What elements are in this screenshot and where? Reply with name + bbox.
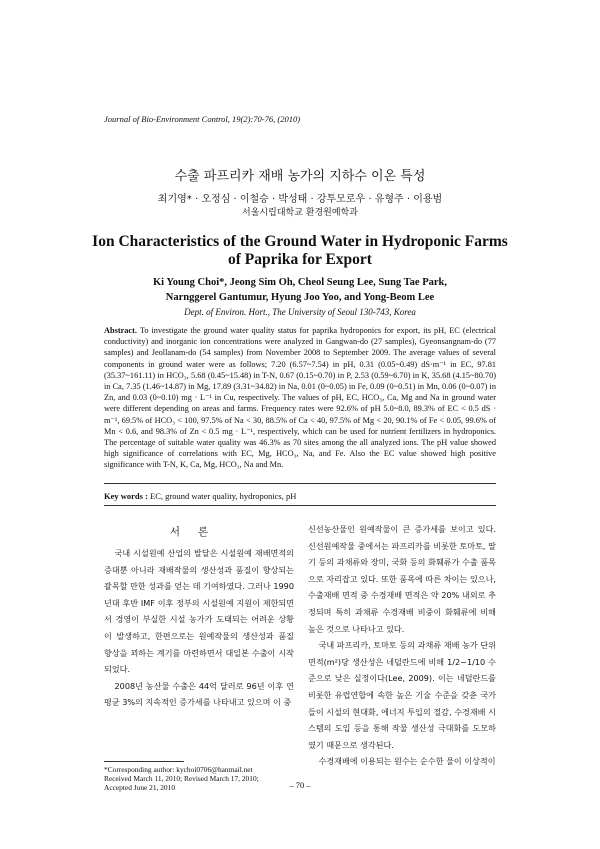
body-paragraph: 국내 시설원예 산업의 발달은 시설원예 재배면적의 증대뿐 아니라 재배작물의 생산성과 품질이 향상되는 괄목할 만한 성과를 얻는 데 기여하였다. 그러나 1990년대 후반 IMF 이후 정부의 시설원예 지원이 제한되면서 경영이 부실한 시설 농가가 도태되는 어려운 상황이 발생하고, 한편으로는 원예작물의 생산성과 품질 향상을 꾀하는 계기를 마련하면서 대일본 수출이 시작되었다. xyxy=(104,548,294,675)
english-title-line-1: Ion Characteristics of the Ground Water in Hydroponic Farms xyxy=(92,233,508,250)
abstract-label: Abstract. xyxy=(104,326,137,335)
body-column-left xyxy=(104,545,294,711)
korean-affiliation: 서울시립대학교 환경원예학과 xyxy=(242,208,358,218)
english-title xyxy=(0,233,600,269)
body-paragraph: 수경재배에 이용되는 원수는 순수한 물이 이상적이 xyxy=(318,756,496,767)
section-title-introduction: 서론 xyxy=(169,526,227,538)
keywords-rule-bottom xyxy=(104,505,496,506)
english-authors-line-2: Narnggerel Gantumur, Hyung Joo Yoo, and Yong-Beom Lee xyxy=(165,292,435,303)
journal-citation: Journal of Bio-Environment Control, 19(2):70-76, (2010) xyxy=(104,114,301,124)
english-title-line-2: of Paprika for Export xyxy=(228,251,372,268)
abstract xyxy=(104,325,496,471)
english-affiliation: Dept. of Environ. Hort., The University of Seoul 130-743, Korea xyxy=(184,307,416,317)
keywords-rule-top xyxy=(104,483,496,484)
korean-authors: 최기영* · 오정심 · 이철승 · 박성태 · 강투모로우 · 유형주 · 이용범 xyxy=(157,194,443,205)
body-column-right xyxy=(308,521,496,770)
body-paragraph: 신선농산물인 원예작물이 큰 증가세를 보이고 있다. 신선원예작물 중에서는 파프리카를 비롯한 토마토, 딸기 등의 과채류와 장미, 국화 등의 화훼류가 수출 품목으로 자리잡고 있다. 또한 품목에 따른 차이는 있으나, 수출재배 면적 중 수경재배 면적은 약 20% 내외로 추정되며 특히 과채류 수경재배 비중이 화훼류에 비해 높은 것으로 나타나고 있다. xyxy=(308,524,496,634)
english-authors xyxy=(0,275,600,305)
accepted-date: Accepted June 21, 2010 xyxy=(104,783,176,793)
keywords xyxy=(104,491,296,501)
page-number: – 70 – xyxy=(289,780,311,790)
footnote-rule xyxy=(104,761,184,762)
received-dates: Received March 11, 2010; Revised March 17, 2010; xyxy=(104,774,259,784)
english-authors-line-1: Ki Young Choi*, Jeong Sim Oh, Cheol Seung Lee, Sung Tae Park, xyxy=(153,277,447,288)
body-paragraph: 국내 파프리카, 토마토 등의 과채류 재배 농가 단위면적(m²)당 생산성은 네덜란드에 비해 1/2~1/10 수준으로 낮은 실정이다(Lee, 2009). 이는 네덜란드를 비롯한 유럽연합에 속한 높은 기술 수준을 갖춘 국가들이 시설의 현대화, 에너지 투입의 절감, 수경재배 시스템의 도입 등을 통해 작물 생산성 극대화를 도모하였기 때문으로 생각된다. xyxy=(308,640,496,750)
keywords-text: EC, ground water quality, hydroponics, pH xyxy=(150,491,297,501)
keywords-label: Key words : xyxy=(104,491,148,501)
body-paragraph: 2008년 농산물 수출은 44억 달러로 96년 이후 연평균 3%의 지속적인 증가세를 나타내고 있으며 이 중 xyxy=(104,680,294,708)
corresponding-author: *Corresponding author: kychoi0706@hanmail.net xyxy=(104,765,253,774)
korean-title: 수출 파프리카 재배 농가의 지하수 이온 특성 xyxy=(174,169,426,184)
abstract-text: To investigate the ground water quality status for paprika hydroponics for export, its pH, EC (electrical conductivity) and inorganic ion concentrations were analyzed in Gangwan-do (27 samples), Gyeonsangnam-do (77 samples) and Jeollanam-do (54 samples) from November 2008 to September 2009. The average values of several components in ground water were as follows; 7.20 (6.57~7.54) in pH, 0.31 (0.05~0.49) dS·m⁻¹ in EC, 97.81 (35.37~161.11) in HCO₃, 5.68 (0.45~15.48) in T-N, 0.67 (0.15~0.70) in P, 2.53 (0.59~6.70) in K, 35.68 (4.15~80.70) in Ca, 7.35 (1.46~14.87) in Mg, 17.89 (3.31~34.82) in Na, 0.01 (0~0.05) in Fe, 0.09 (0~0.51) in Mn, 0.06 (0~0.07) in Zn, and 0.03 (0~0.10) mg · L⁻¹ in Cu, respectively. The values of pH, EC, HCO₃, Ca, Mg and Na in ground water were different depending on areas and farms. Frequency rates were 92.6% of pH 5.0~8.0, 89.3% of EC < 0.5 dS · m⁻¹, 69.5% of HCO₃ < 100, 97.5% of Na < 30, 88.5% of Ca < 40, 97.5% of Mg < 20, 90.1% of Fe < 0.05, 99.6% of Mn < 0.6, and 98.3% of Zn < 0.5 mg · L⁻¹, respectively, which can be used for nutrient fertilizers in hydroponics. The percentage of suitable water quality was 46.3% as 70 sites among the all analyzed ions. The pH value showed high significance of correlations with EC, Mg, HCO₃, Na, and Fe. Also the EC value showed high positive significance with T-N, K, Ca, Mg, HCO₃, Na and Mn. xyxy=(104,326,496,470)
